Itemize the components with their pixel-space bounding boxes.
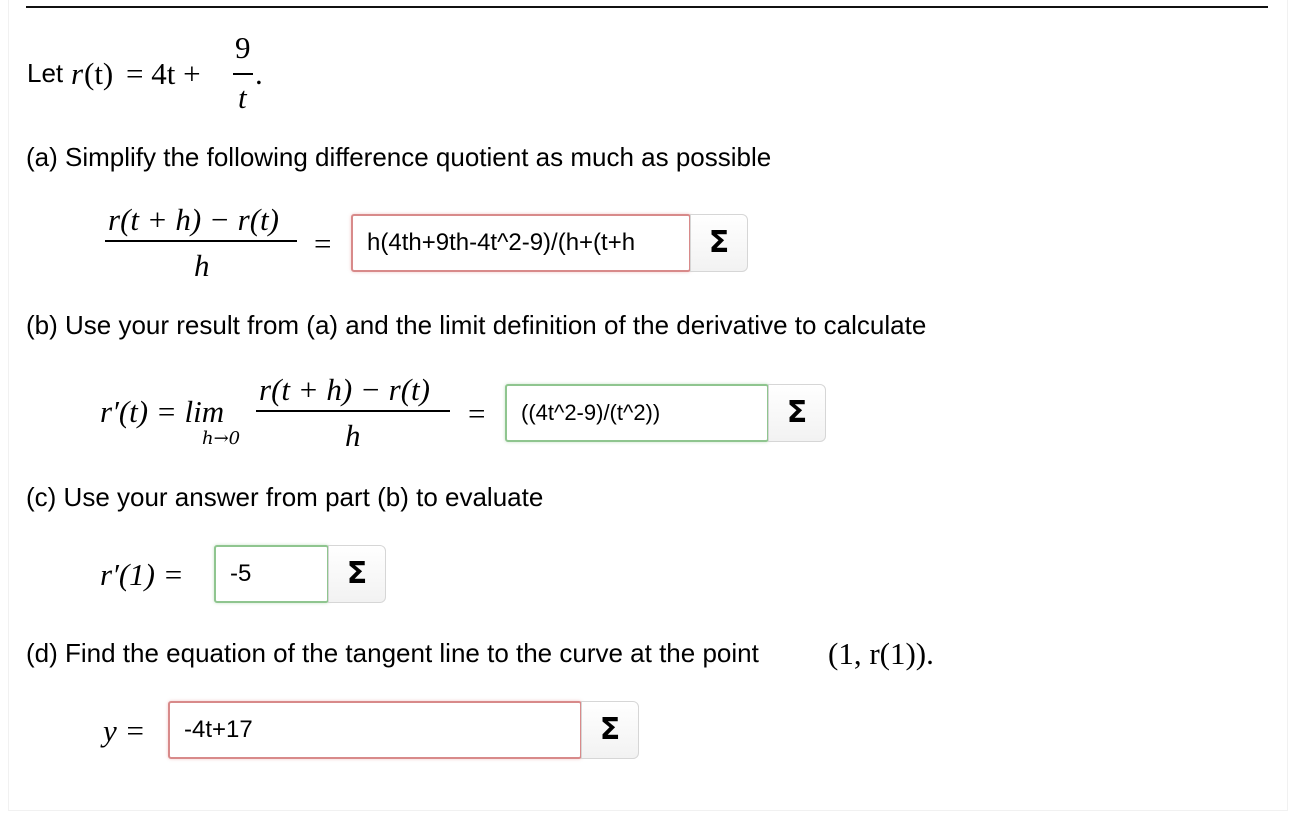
intro-fraction-numerator: 9: [235, 30, 251, 65]
part-c-prompt: (c) Use your answer from part (b) to evaluate: [26, 482, 544, 512]
part-d-answer-text[interactable]: -4t+17: [184, 716, 253, 743]
part-b-answer-field[interactable]: [505, 384, 769, 442]
part-b-equals: =: [468, 396, 486, 431]
part-d-lhs: y =: [103, 713, 146, 748]
part-a-quotient-denominator: h: [194, 248, 210, 283]
intro-period: .: [255, 56, 263, 91]
part-b-prompt: (b) Use your result from (a) and the limit definition of the derivative to calculate: [26, 310, 927, 340]
top-divider: [26, 6, 1268, 8]
intro-r-arg: (t): [84, 56, 114, 91]
part-d-answer-field[interactable]: [168, 701, 582, 759]
part-b-quotient-bar: [256, 410, 450, 412]
part-b-sigma-icon[interactable]: Σ: [768, 384, 826, 442]
part-a-prompt: (a) Simplify the following difference quotient as much as possible: [26, 142, 772, 172]
part-a-answer-text[interactable]: h(4th+9th-4t^2-9)/(h+(t+h: [367, 229, 636, 256]
part-c-lhs: r′(1) =: [100, 557, 184, 592]
part-b-quotient-denominator: h: [345, 418, 361, 453]
intro-fraction-bar: [233, 73, 253, 75]
part-a-sigma-icon[interactable]: Σ: [690, 214, 748, 272]
part-a-quotient-numerator: r(t + h) − r(t): [108, 202, 279, 237]
part-d-sigma-icon[interactable]: Σ: [581, 701, 639, 759]
part-a-quotient-bar: [105, 240, 297, 242]
part-a-equals: =: [314, 226, 332, 261]
part-b-answer-text[interactable]: ((4t^2-9)/(t^2)): [521, 400, 661, 425]
part-b-lhs: r′(t) = lim: [100, 394, 225, 429]
part-c-sigma-icon[interactable]: Σ: [328, 545, 386, 603]
part-c-answer-text[interactable]: -5: [230, 560, 252, 587]
part-d-prompt: (d) Find the equation of the tangent line to the curve at the point: [26, 638, 759, 668]
part-d-point: (1, r(1)).: [828, 636, 934, 671]
intro-let-label: Let: [27, 58, 64, 88]
part-b-limit-subscript: h→0: [202, 428, 241, 449]
intro-r-symbol: r: [71, 56, 84, 91]
intro-expression: = 4t +: [126, 56, 201, 91]
part-a-answer-field[interactable]: [351, 214, 691, 272]
part-b-quotient-numerator: r(t + h) − r(t): [259, 372, 430, 407]
part-c-answer-field[interactable]: [214, 545, 329, 603]
intro-fraction-denominator: t: [238, 80, 247, 115]
